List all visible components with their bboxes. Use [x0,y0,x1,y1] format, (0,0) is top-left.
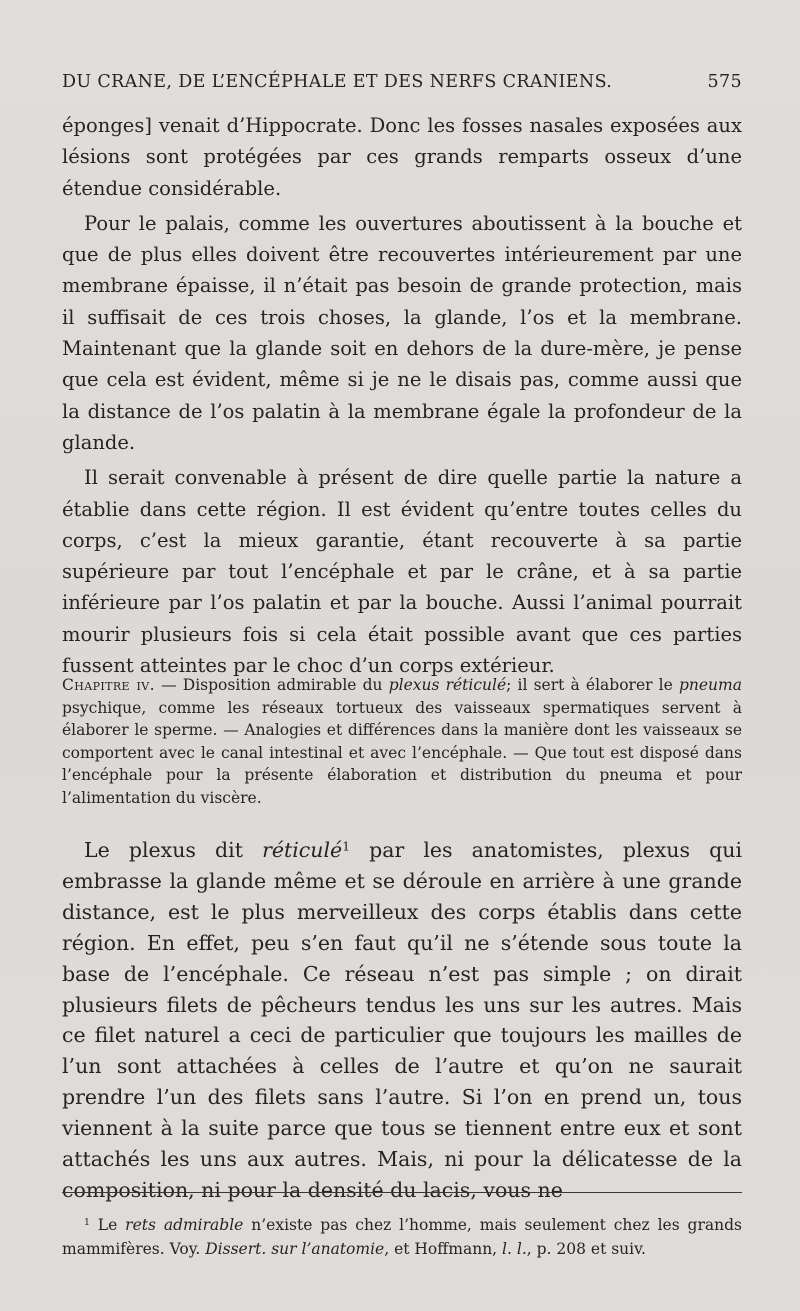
footnote-text-a: Le [89,1216,126,1234]
running-head [62,72,742,92]
footnote-divider [62,1192,742,1193]
chapter-summary-text-a: — Disposition admirable du [154,676,389,694]
chapter-summary-text-c: psychique, comme les réseaux tortueux des vaisseaux spermatiques servent à élaborer le sperme. — Analogies et différences dans la manière dont les vaisseaux se comportent avec le canal intestinal et avec l’encéphale. — Que tout est disposé dans l’encéphale pour la présente élaboration et distribution du pneuma et pour l’alimentation du viscère. [62,698,742,807]
paragraph-plexus [62,835,742,1206]
footnote-reference: 1 [342,839,351,854]
paragraph-plexus-rest: par les anatomistes, plexus qui embrasse la glande même et se déroule en arrière à une grande distance, est le plus merveilleux des corps établis dans cette région. En effet, peu s’en faut qu’il ne s’étende sous toute la base de l’encéphale. Ce réseau n’est pas simple ; on dirait plusieurs filets de pêcheurs tendus les uns sur les autres. Mais ce filet naturel a ceci de particulier que toujours les mailles de l’un sont attachées à celles de l’autre et qu’on ne saurait prendre l’un des filets sans l’autre. Si l’on en prend un, tous viennent à la suite parce que tous se tiennent entre eux et sont attachés les uns aux autres. Mais, ni pour la délicatesse de la composition, ni pour la densité du lacis, vous ne [62,838,743,1202]
chapter-label: Chapitre iv. [62,676,155,694]
paragraph-region: Il serait convenable à présent de dire quelle partie la nature a établie dans cette région. Il est évident qu’entre toutes celles du corps, c’est la mieux garantie, étant recouverte à sa partie supérieure par tout l’encéphale et par le crâne, et à sa partie inférieure par l’os palatin et par la bouche. Aussi l’animal pourrait mourir plusieurs fois si cela était possible avant que ces parties fussent atteintes par le choc d’un corps extérieur. [62,466,742,678]
term-reticule: réticulé [262,838,343,862]
footnote-marker: 1 [84,1216,90,1228]
paragraph-continued: éponges] venait d’Hippocrate. Donc les fosses nasales exposées aux lésions sont protégées par ces grands remparts osseux d’une étendue considérable. [62,114,742,200]
chapter-summary [62,674,742,810]
footnote-text-c: , et Hoffmann, [384,1239,503,1258]
paragraph-plexus-start: Le plexus dit [84,838,263,862]
paragraph-palate: Pour le palais, comme les ouvertures aboutissent à la bouche et que de plus elles doivent être recouvertes intérieurement par une membrane épaisse, il n’était pas besoin de grande protection, mais il suffisait de ces trois choses, la glande, l’os et la membrane. Maintenant que la glande soit en dehors de la dure-mère, je pense que cela est évident, même si je ne le disais pas, comme aussi que la distance de l’os palatin à la membrane égale la profondeur de la glande. [62,211,742,454]
footnote-dissert: Dissert. sur l’anatomie [205,1239,385,1258]
footnote-rets: rets admirable [125,1216,244,1234]
body-text [62,110,742,681]
page-number: 575 [707,72,742,92]
main-text [62,835,742,1206]
footnote-text-d: , p. 208 et suiv. [526,1239,646,1258]
footnote [62,1214,742,1261]
chapter-summary-pneuma: pneuma [678,676,742,694]
running-title: DU CRANE, DE L’ENCÉPHALE ET DES NERFS CRANIENS. [62,72,613,92]
footnote-ll: l. l. [502,1239,527,1258]
footnote-text-b: n’existe pas chez l’homme, mais seulement chez les grands mammifères. Voy. [62,1216,742,1258]
chapter-summary-plexus: plexus réticulé [388,676,507,694]
chapter-summary-text-b: ; il sert à élaborer le [506,676,679,694]
